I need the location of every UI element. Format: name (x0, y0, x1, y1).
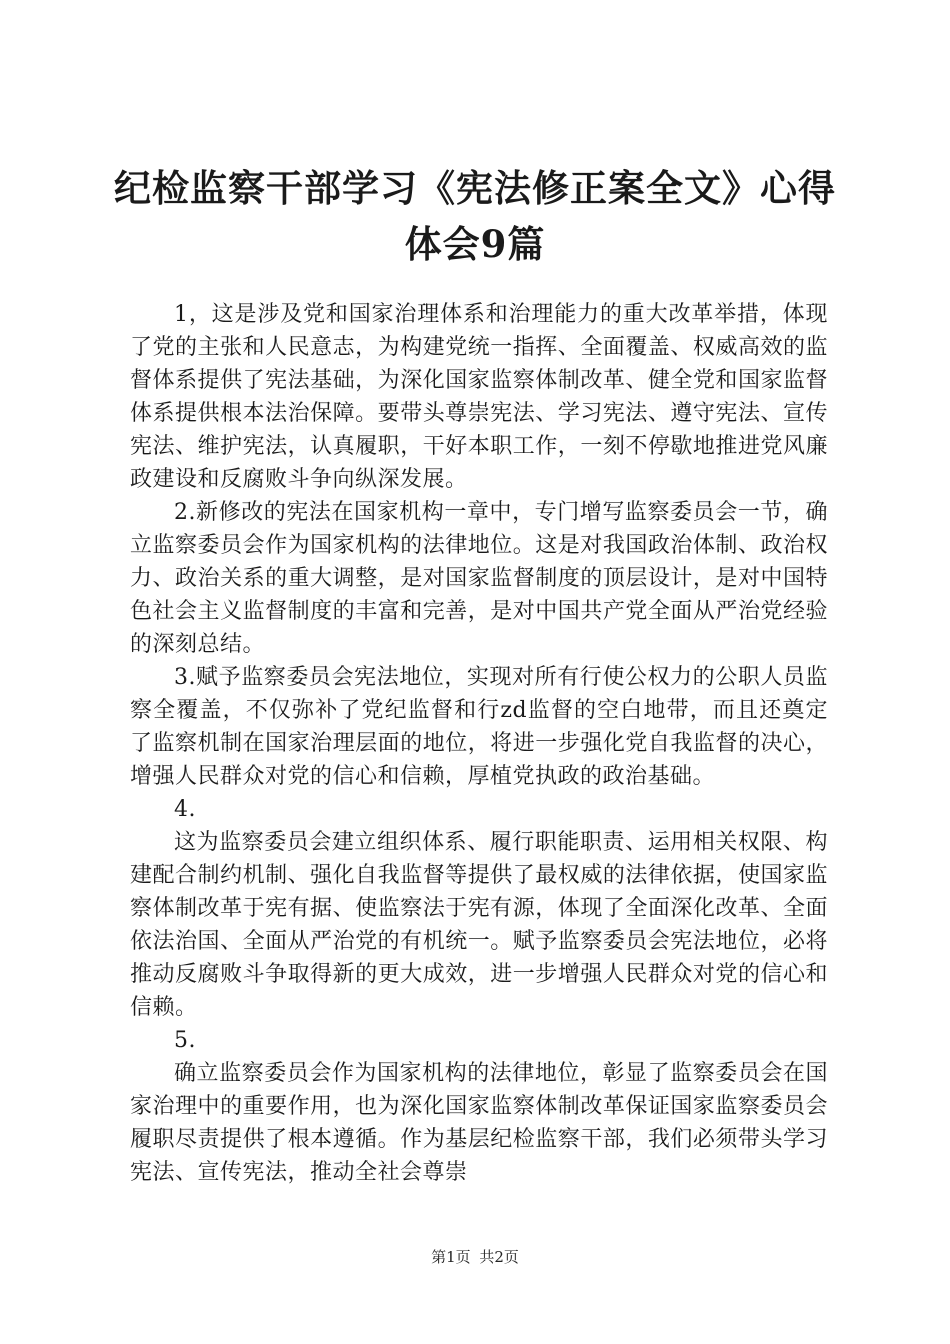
page-footer (0, 1246, 950, 1267)
document-body (130, 298, 828, 1189)
paragraph-3: 3.赋予监察委员会宪法地位，实现对所有行使公权力的公职人员监察全覆盖，不仅弥补了党纪监督和行zd监督的空白地带，而且还奠定了监察机制在国家治理层面的地位，将进一步强化党自我监督的决心，增强人民群众对党的信心和信赖，厚植党执政的政治基础。 (130, 665, 828, 789)
document-title: 纪检监察干部学习《宪法修正案全文》心得体会9篇 (114, 166, 836, 266)
paragraph-1: 1，这是涉及党和国家治理体系和治理能力的重大改革举措，体现了党的主张和人民意志，为构建党统一指挥、全面覆盖、权威高效的监督体系提供了宪法基础，为深化国家监察体制改革、健全党和国家监督体系提供根本法治保障。要带头尊崇宪法、学习宪法、遵守宪法、宣传宪法、维护宪法，认真履职，干好本职工作，一刻不停歇地推进党风廉政建设和反腐败斗争向纵深发展。 (130, 302, 828, 492)
paragraph-5: 确立监察委员会作为国家机构的法律地位，彰显了监察委员会在国家治理中的重要作用，也为深化国家监察体制改革保证国家监察委员会履职尽责提供了根本遵循。作为基层纪检监察干部，我们必须带头学习宪法、宣传宪法，推动全社会尊崇 (130, 1061, 828, 1185)
paragraph-4: 这为监察委员会建立组织体系、履行职能职责、运用相关权限、构建配合制约机制、强化自我监督等提供了最权威的法律依据，使国家监察体制改革于宪有据、使监察法于宪有源，体现了全面深化改革、全面依法治国、全面从严治党的有机统一。赋予监察委员会宪法地位，必将推动反腐败斗争取得新的更大成效，进一步增强人民群众对党的信心和信赖。 (130, 830, 828, 1020)
page-number: 第1页 (431, 1248, 471, 1266)
page-total: 共2页 (479, 1248, 519, 1266)
paragraph-4-number: 4. (174, 797, 196, 822)
paragraph-2: 2.新修改的宪法在国家机构一章中，专门增写监察委员会一节，确立监察委员会作为国家机构的法律地位。这是对我国政治体制、政治权力、政治关系的重大调整，是对国家监督制度的顶层设计，是对中国特色社会主义监督制度的丰富和完善，是对中国共产党全面从严治党经验的深刻总结。 (130, 500, 828, 657)
paragraph-5-number: 5. (174, 1028, 196, 1053)
